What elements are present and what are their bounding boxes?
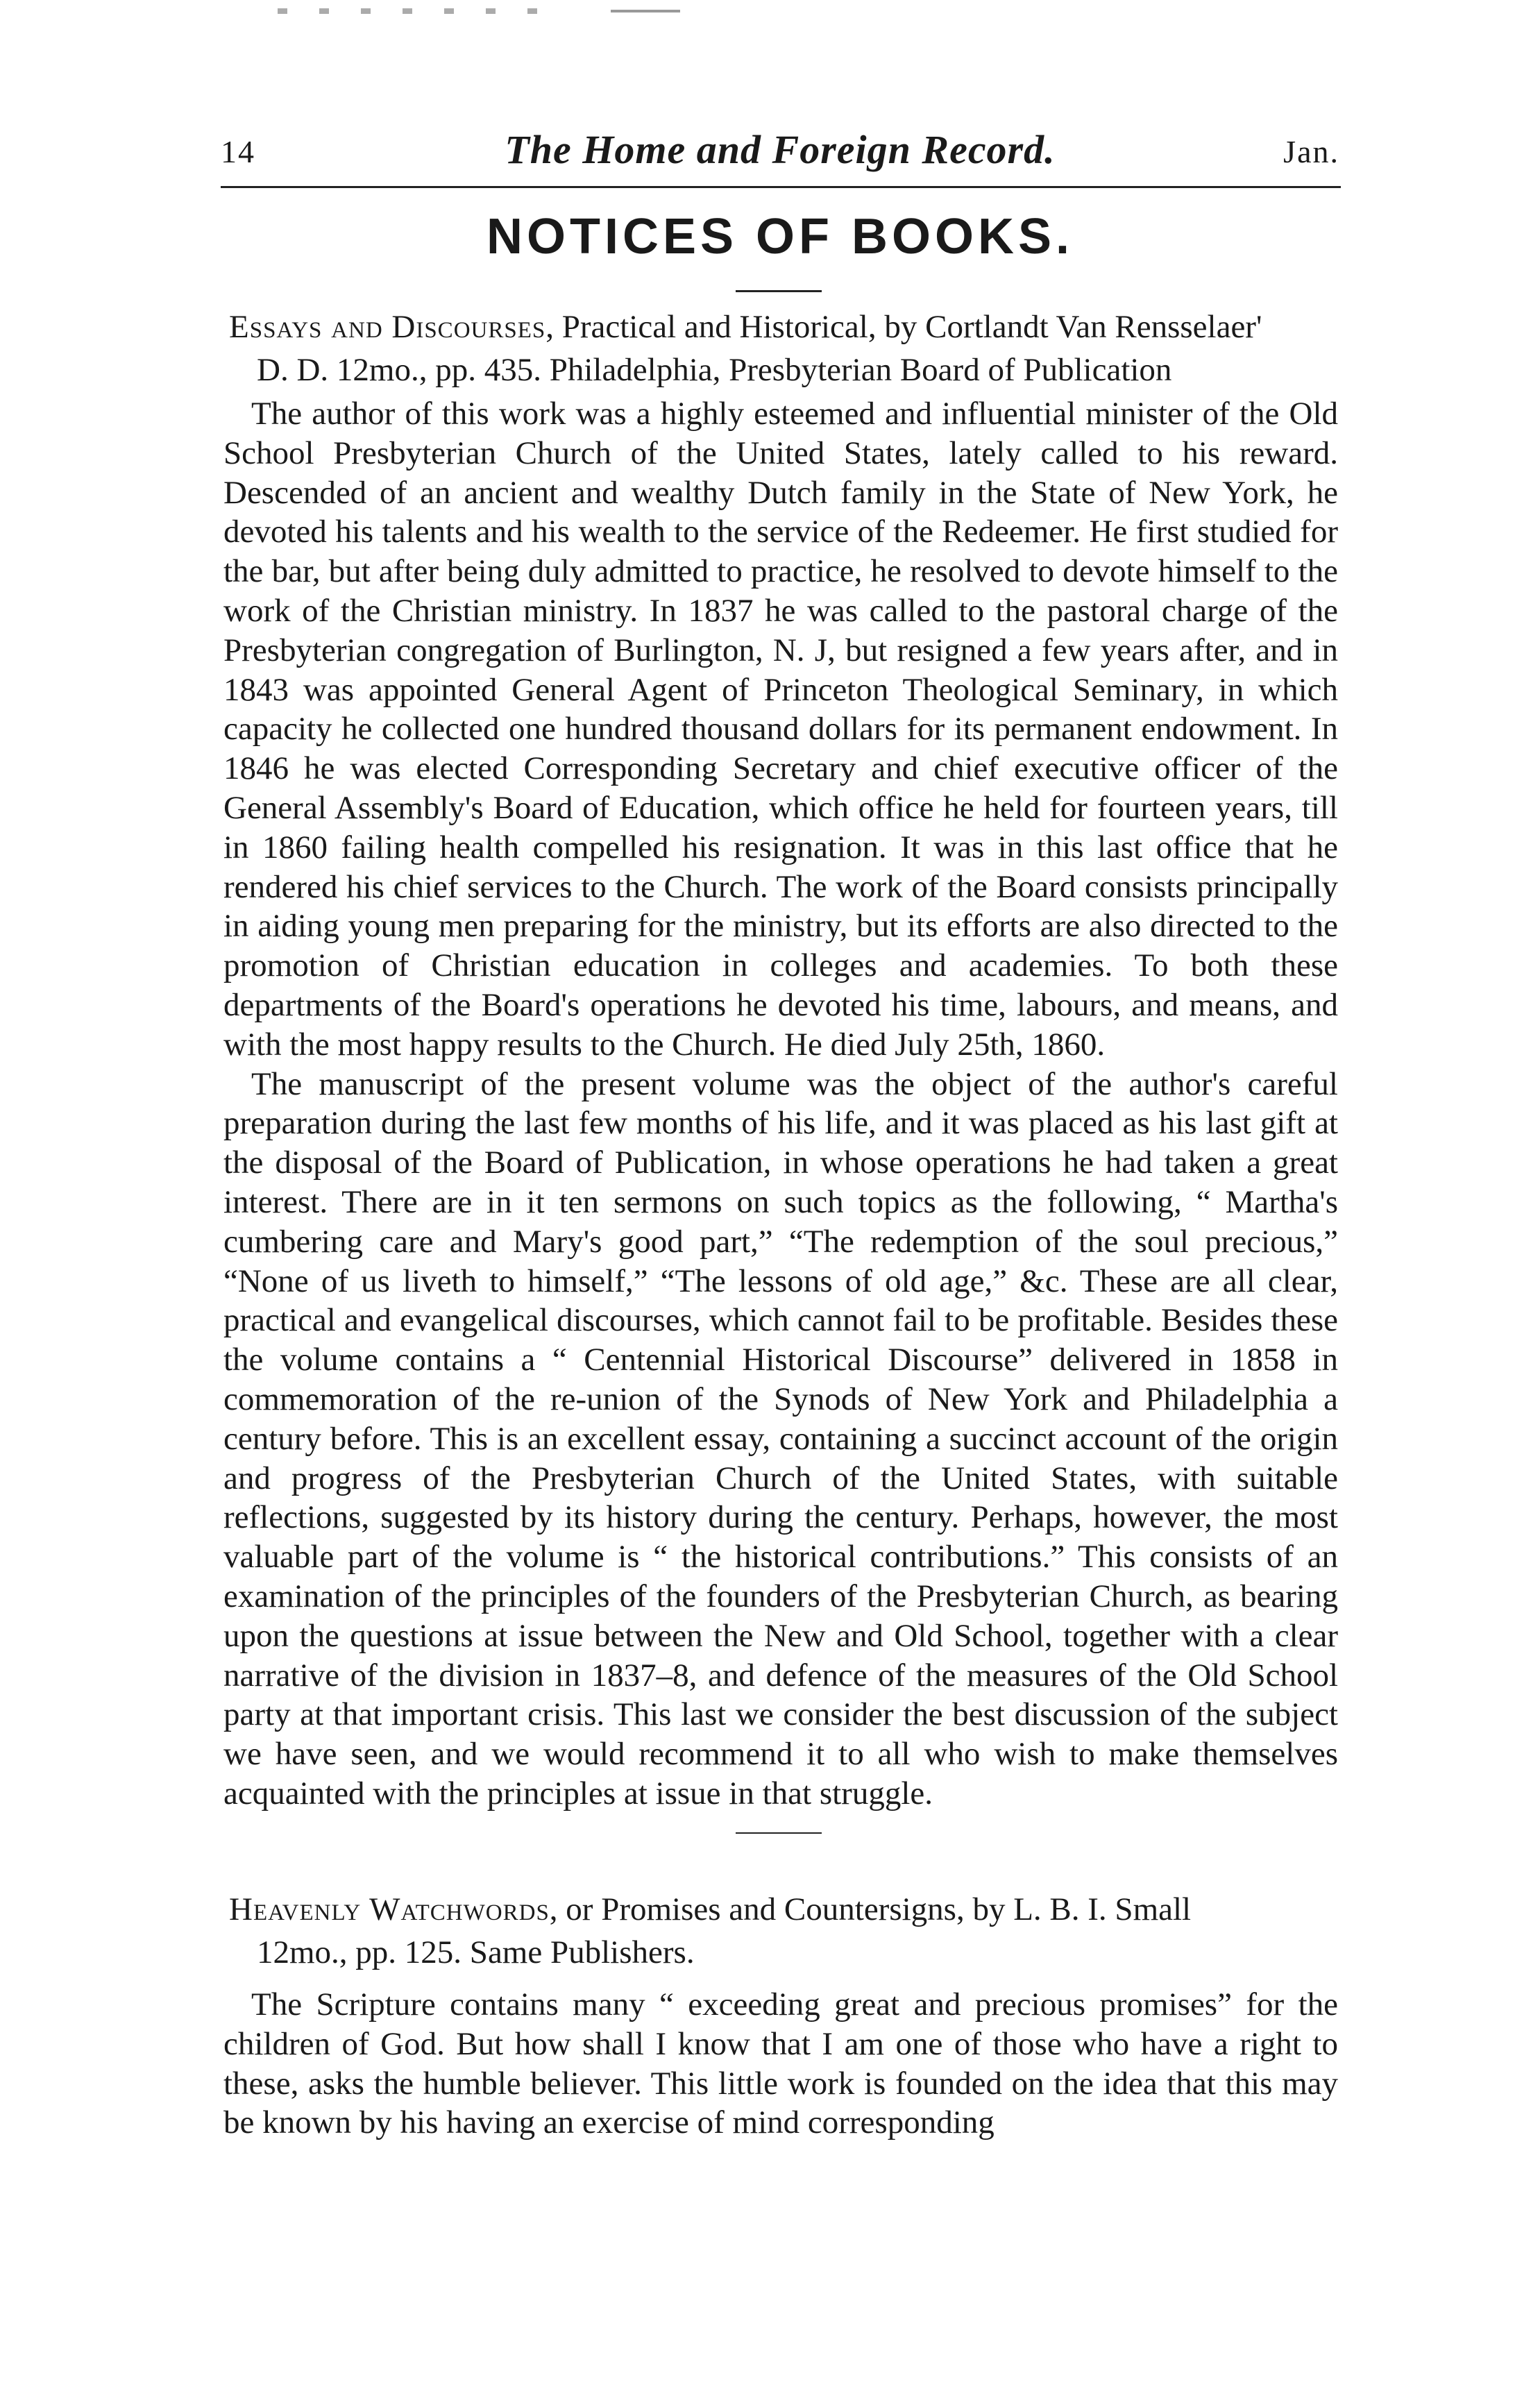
scan-artifact [611, 10, 680, 12]
book-review-1 [223, 394, 1338, 1814]
review-paragraph: The Scripture contains many “ exceeding great and precious promises” for the children of God. But how shall I know that I am one of those who have a right to these, asks the humble believer. This little work is founded on the idea that this may be known by his having an exercise of mind corresponding [223, 1986, 1338, 2141]
book-heading-2 [229, 1888, 1339, 1974]
section-rule [736, 290, 822, 292]
book-review-2 [223, 1985, 1338, 2143]
running-month: Jan. [1283, 134, 1339, 169]
book-title: Heavenly Watchwords [229, 1891, 550, 1927]
running-title: The Home and Foreign Record. [505, 127, 1056, 172]
book-heading-rest: , or Promises and Countersigns, by L. B. I. Small [549, 1891, 1192, 1927]
review-paragraph: The author of this work was a highly esteemed and influential minister of the Old School Presbyterian Church of the United States, lately called to his reward. Descended of an ancient and wealthy Dutch family in the State of New York, he devoted his talents and his wealth to the service of the Redeemer. He first studied for the bar, but after being duly admitted to practice, he resolved to devote himself to the work of the Christian ministry. In 1837 he was called to the pastoral charge of the Presbyterian congregation of Burlington, N. J, but resigned a few years after, and in 1843 was appointed General Agent of Princeton Theological Seminary, in which capacity he collected one hundred thousand dollars for its permanent endowment. In 1846 he was elected Corresponding Secretary and chief executive officer of the General Assembly's Board of Education, which office he held for fourteen years, till in 1860 failing health compelled his resignation. It was in this last office that he rendered his chief services to the Church. The work of the Board consists principally in aiding young men preparing for the ministry, but its efforts are also directed to the promotion of Christian education in colleges and academies. To both these departments of the Board's operations he devoted his time, labours, and means, and with the most happy results to the Church. He died July 25th, 1860. [223, 396, 1338, 1063]
divider-rule [736, 1832, 822, 1834]
scan-artifact [278, 8, 569, 14]
book-title: Essays and Discourses [229, 309, 546, 345]
section-title: NOTICES OF BOOKS. [486, 209, 1074, 264]
book-heading-line2: D. D. 12mo., pp. 435. Philadelphia, Presbyterian Board of Publication [257, 352, 1172, 388]
header-rule [221, 186, 1341, 188]
book-heading-1 [229, 305, 1339, 391]
review-paragraph: The manuscript of the present volume was the object of the author's careful preparation during the last few months of his life, and it was placed as his last gift at the disposal of the Board of Publication, in whose operations he had taken a great interest. There are in it ten sermons on such topics as the following, “ Martha's cumbering care and Mary's good part,” “The redemption of the soul precious,” “None of us liveth to himself,” “The lessons of old age,” &c. These are all clear, practical and evangelical discourses, which cannot fail to be profitable. Besides these the volume contains a “ Centennial Historical Discourse” delivered in 1858 in commemoration of the re-union of the Synods of New York and Philadelphia a century before. This is an excellent essay, containing a succinct account of the origin and progress of the Presbyterian Church of the United States, with suitable reflections, suggested by its history during the century. Perhaps, however, the most valuable part of the volume is “ the historical contributions.” This consists of an examination of the principles of the founders of the Presbyterian Church, as bearing upon the questions at issue between the New and Old School, together with a clear narrative of the division in 1837–8, and defence of the measures of the Old School party at that important crisis. This last we consider the best discussion of the subject we have seen, and we would recommend it to all who wish to make themselves acquainted with the principles at issue in that struggle. [223, 1065, 1338, 1812]
page-number: 14 [221, 134, 255, 169]
book-heading-line2: 12mo., pp. 125. Same Publishers. [257, 1934, 695, 1970]
book-heading-rest: , Practical and Historical, by Cortlandt Van Rensselaer' [545, 309, 1262, 345]
running-header [221, 126, 1339, 175]
